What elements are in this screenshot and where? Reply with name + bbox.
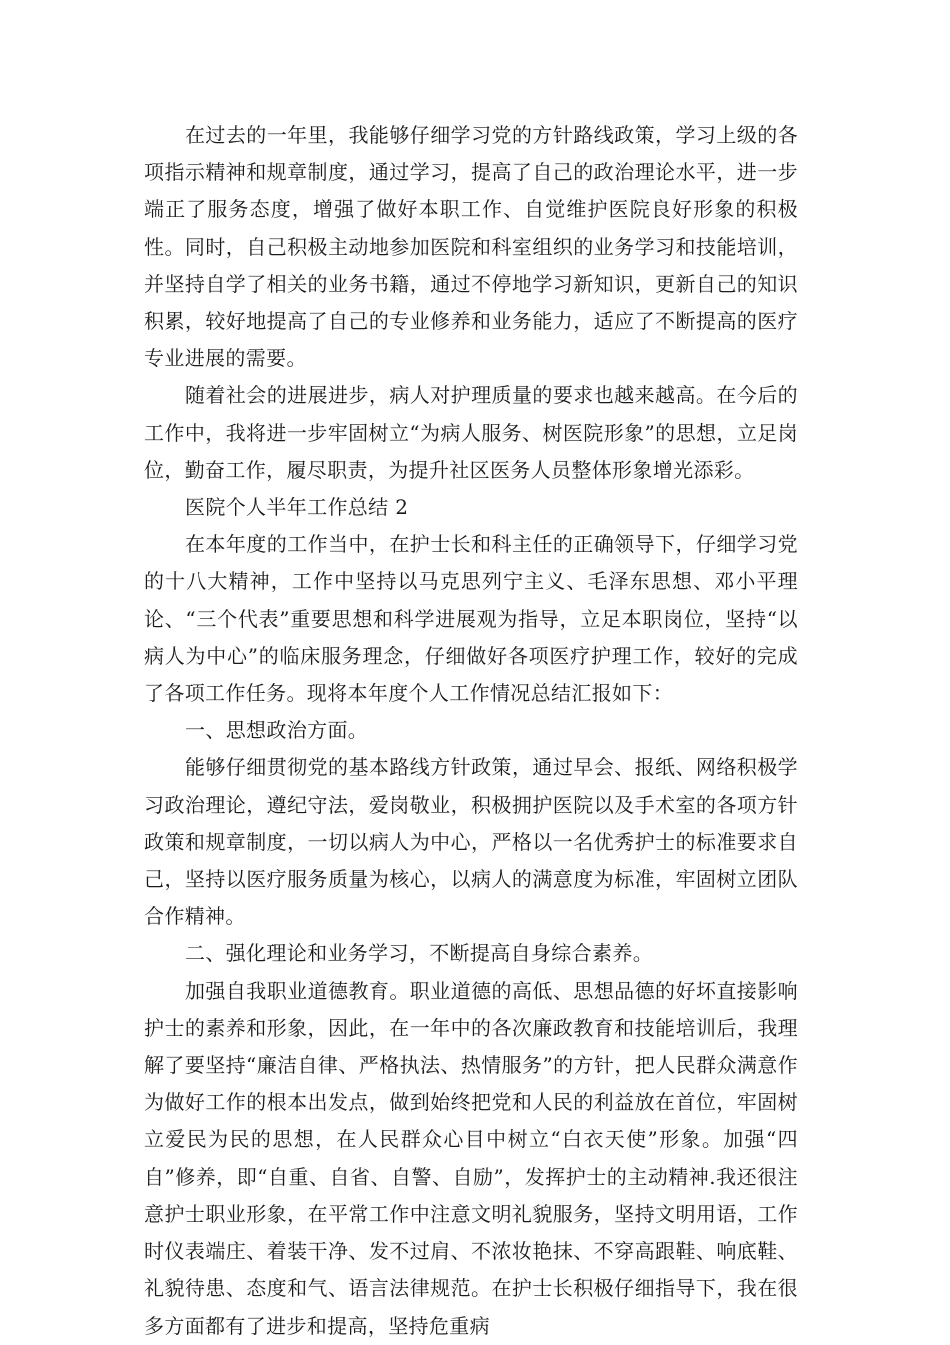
heading-political: 一、思想政治方面。 [185,718,369,743]
document-page [144,117,798,1345]
heading-study: 二、强化理论和业务学习，不断提高自身综合素养。 [185,941,654,966]
section-title: 医院个人半年工作总结 2 [185,495,409,520]
paragraph-4: 能够仔细贯彻党的基本路线方针政策，通过早会、报纸、网络积极学习政治理论，遵纪守法，爱岗敬业，积极拥护医院以及手术室的各项方针政策和规章制度，一切以病人为中心，严格以一名优秀护士的标准要求自己，坚持以医疗服务质量为核心，以病人的满意度为标准，牢固树立团队合作精神。 [144,755,798,929]
paragraph-1: 在过去的一年里，我能够仔细学习党的方针路线政策，学习上级的各项指示精神和规章制度，通过学习，提高了自己的政治理论水平，进一步端正了服务态度，增强了做好本职工作、自觉维护医院良好形象的积极性。同时，自己积极主动地参加医院和科室组织的业务学习和技能培训，并坚持自学了相关的业务书籍，通过不停地学习新知识，更新自己的知识积累，较好地提高了自己的专业修养和业务能力，适应了不断提高的医疗专业进展的需要。 [144,123,798,371]
paragraph-5: 加强自我职业道德教育。职业道德的高低、思想品德的好坏直接影响护士的素养和形象，因此，在一年中的各次廉政教育和技能培训后，我理解了要坚持“廉洁自律、严格执法、热情服务”的方针，把人民群众满意作为做好工作的根本出发点，做到始终把党和人民的利益放在首位，牢固树立爱民为民的思想，在人民群众心目中树立“白衣天使”形象。加强“四自”修养，即“自重、自省、自警、自励”，发挥护士的主动精神.我还很注意护士职业形象，在平常工作中注意文明礼貌服务，坚持文明用语，工作时仪表端庄、着装干净、发不过肩、不浓妆艳抹、不穿高跟鞋、响底鞋、礼貌待患、态度和气、语言法律规范。在护士长积极仔细指导下，我在很多方面都有了进步和提高，坚持危重病 [144,978,798,1338]
paragraph-2: 随着社会的进展进步，病人对护理质量的要求也越来越高。在今后的工作中，我将进一步牢固树立“为病人服务、树医院形象”的思想，立足岗位，勤奋工作，履尽职责，为提升社区医务人员整体形象增光添彩。 [144,383,798,482]
paragraph-3: 在本年度的工作当中，在护士长和科主任的正确领导下，仔细学习党的十八大精神，工作中坚持以马克思列宁主义、毛泽东思想、邓小平理论、“三个代表”重要思想和科学进展观为指导，立足本职岗位，坚持“以病人为中心”的临床服务理念，仔细做好各项医疗护理工作，较好的完成了各项工作任务。现将本年度个人工作情况总结汇报如下： [144,532,798,706]
